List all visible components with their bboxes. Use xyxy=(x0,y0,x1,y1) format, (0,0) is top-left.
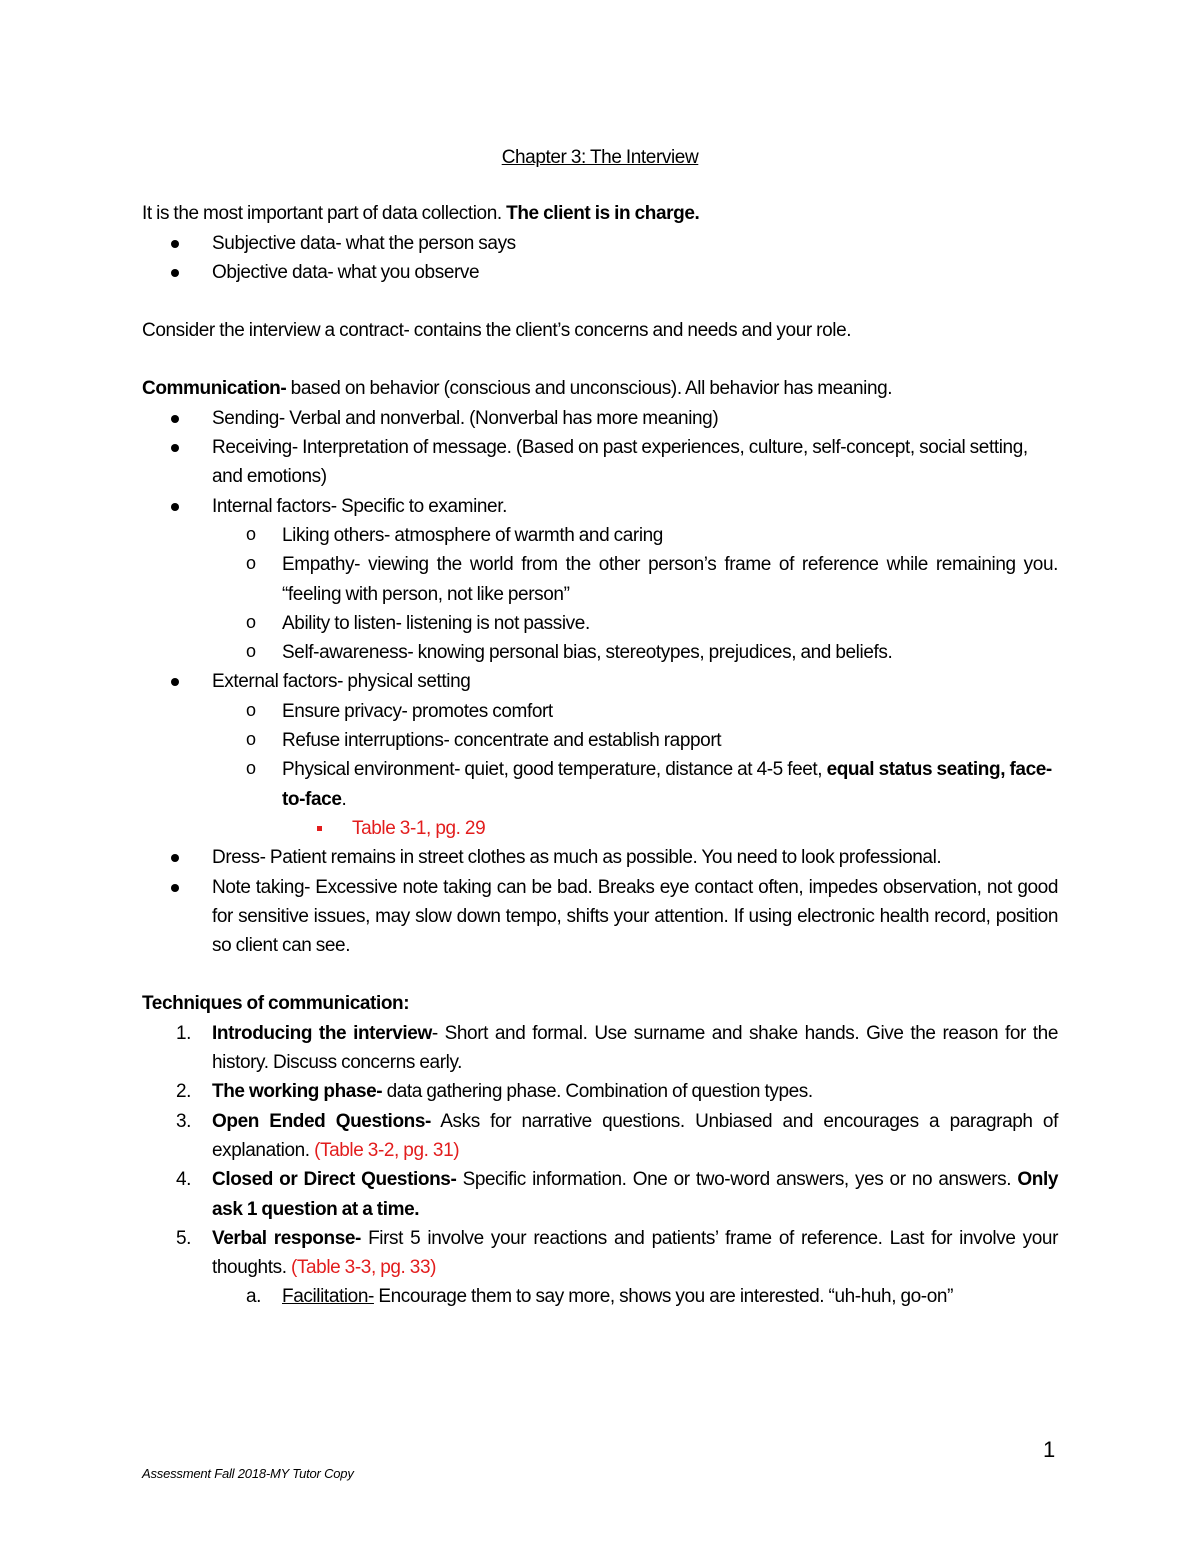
techniques-heading: Techniques of communication: xyxy=(142,993,410,1015)
list-item: Dress- Patient remains in street clothes as much as possible. You need to look professional. xyxy=(142,843,1058,872)
list-item: Objective data- what you observe xyxy=(142,258,1058,287)
list-item: Receiving- Interpretation of message. (Based on past experiences, culture, self-concept, social setting, and emotions) xyxy=(142,433,1058,492)
intro-text: It is the most important part of data collection. xyxy=(142,203,507,225)
numbered-item: 4. Closed or Direct Questions- Specific information. One or two-word answers, yes or no answers. Only ask 1 question at a time. xyxy=(176,1169,1058,1220)
table-reference: Table 3-1, pg. 29 xyxy=(142,814,1058,843)
sub-list-item: o Ensure privacy- promotes comfort xyxy=(142,697,1058,726)
techniques-list xyxy=(142,1019,1058,1312)
numbered-item: 5. Verbal response- First 5 involve your reactions and patients’ frame of reference. Last for involve your thoughts. (Table 3-3, pg. 33) xyxy=(176,1227,1058,1279)
page-number: 1 xyxy=(1043,1437,1056,1462)
lettered-item: a. Facilitation- Encourage them to say more, shows you are interested. “uh-huh, go-on” xyxy=(246,1286,953,1308)
sub-list-item: o Empathy- viewing the world from the other person’s frame of reference while remaining you. “feeling with person, not like person” xyxy=(142,550,1058,609)
numbered-item: 1. Introducing the interview- Short and formal. Use surname and shake hands. Give the reason for the history. Discuss concerns early. xyxy=(176,1022,1059,1074)
list-item: Note taking- Excessive note taking can be bad. Breaks eye contact often, impedes observation, not good for sensitive issues, may slow down tempo, shifts your attention. If using electronic health record, position so client can see. xyxy=(142,873,1058,961)
sub-list-item: o Ability to listen- listening is not passive. xyxy=(142,609,1058,638)
page-footer: Assessment Fall 2018-MY Tutor Copy xyxy=(142,1466,354,1481)
list-item: Internal factors- Specific to examiner. xyxy=(142,492,1058,521)
sub-list-item: o Physical environment- quiet, good temperature, distance at 4-5 feet, equal status seating, face-to-face. xyxy=(142,755,1058,814)
list-item: Sending- Verbal and nonverbal. (Nonverbal has more meaning) xyxy=(142,404,1058,433)
sub-list-item: o Liking others- atmosphere of warmth and caring xyxy=(142,521,1058,550)
communication-list xyxy=(142,404,1058,961)
intro-paragraph xyxy=(142,199,1058,228)
communication-label: Communication- xyxy=(142,378,287,400)
intro-list xyxy=(142,229,1058,288)
numbered-item: 2. The working phase- data gathering phase. Combination of question types. xyxy=(176,1081,813,1103)
sub-list-item: o Refuse interruptions- concentrate and establish rapport xyxy=(142,726,1058,755)
communication-paragraph: Communication- based on behavior (conscious and unconscious). All behavior has meaning. xyxy=(142,378,893,400)
contract-paragraph: Consider the interview a contract- contains the client’s concerns and needs and your role. xyxy=(142,320,852,342)
sub-list-item: o Self-awareness- knowing personal bias, stereotypes, prejudices, and beliefs. xyxy=(142,638,1058,667)
list-item: Subjective data- what the person says xyxy=(142,229,1058,258)
numbered-item: 3. Open Ended Questions- Asks for narrative questions. Unbiased and encourages a paragraph of explanation. (Table 3-2, pg. 31) xyxy=(176,1110,1058,1161)
list-item: External factors- physical setting xyxy=(142,667,1058,696)
page-title: Chapter 3: The Interview xyxy=(501,147,699,168)
intro-bold: The client is in charge. xyxy=(506,203,700,225)
document-body xyxy=(142,143,1058,1312)
